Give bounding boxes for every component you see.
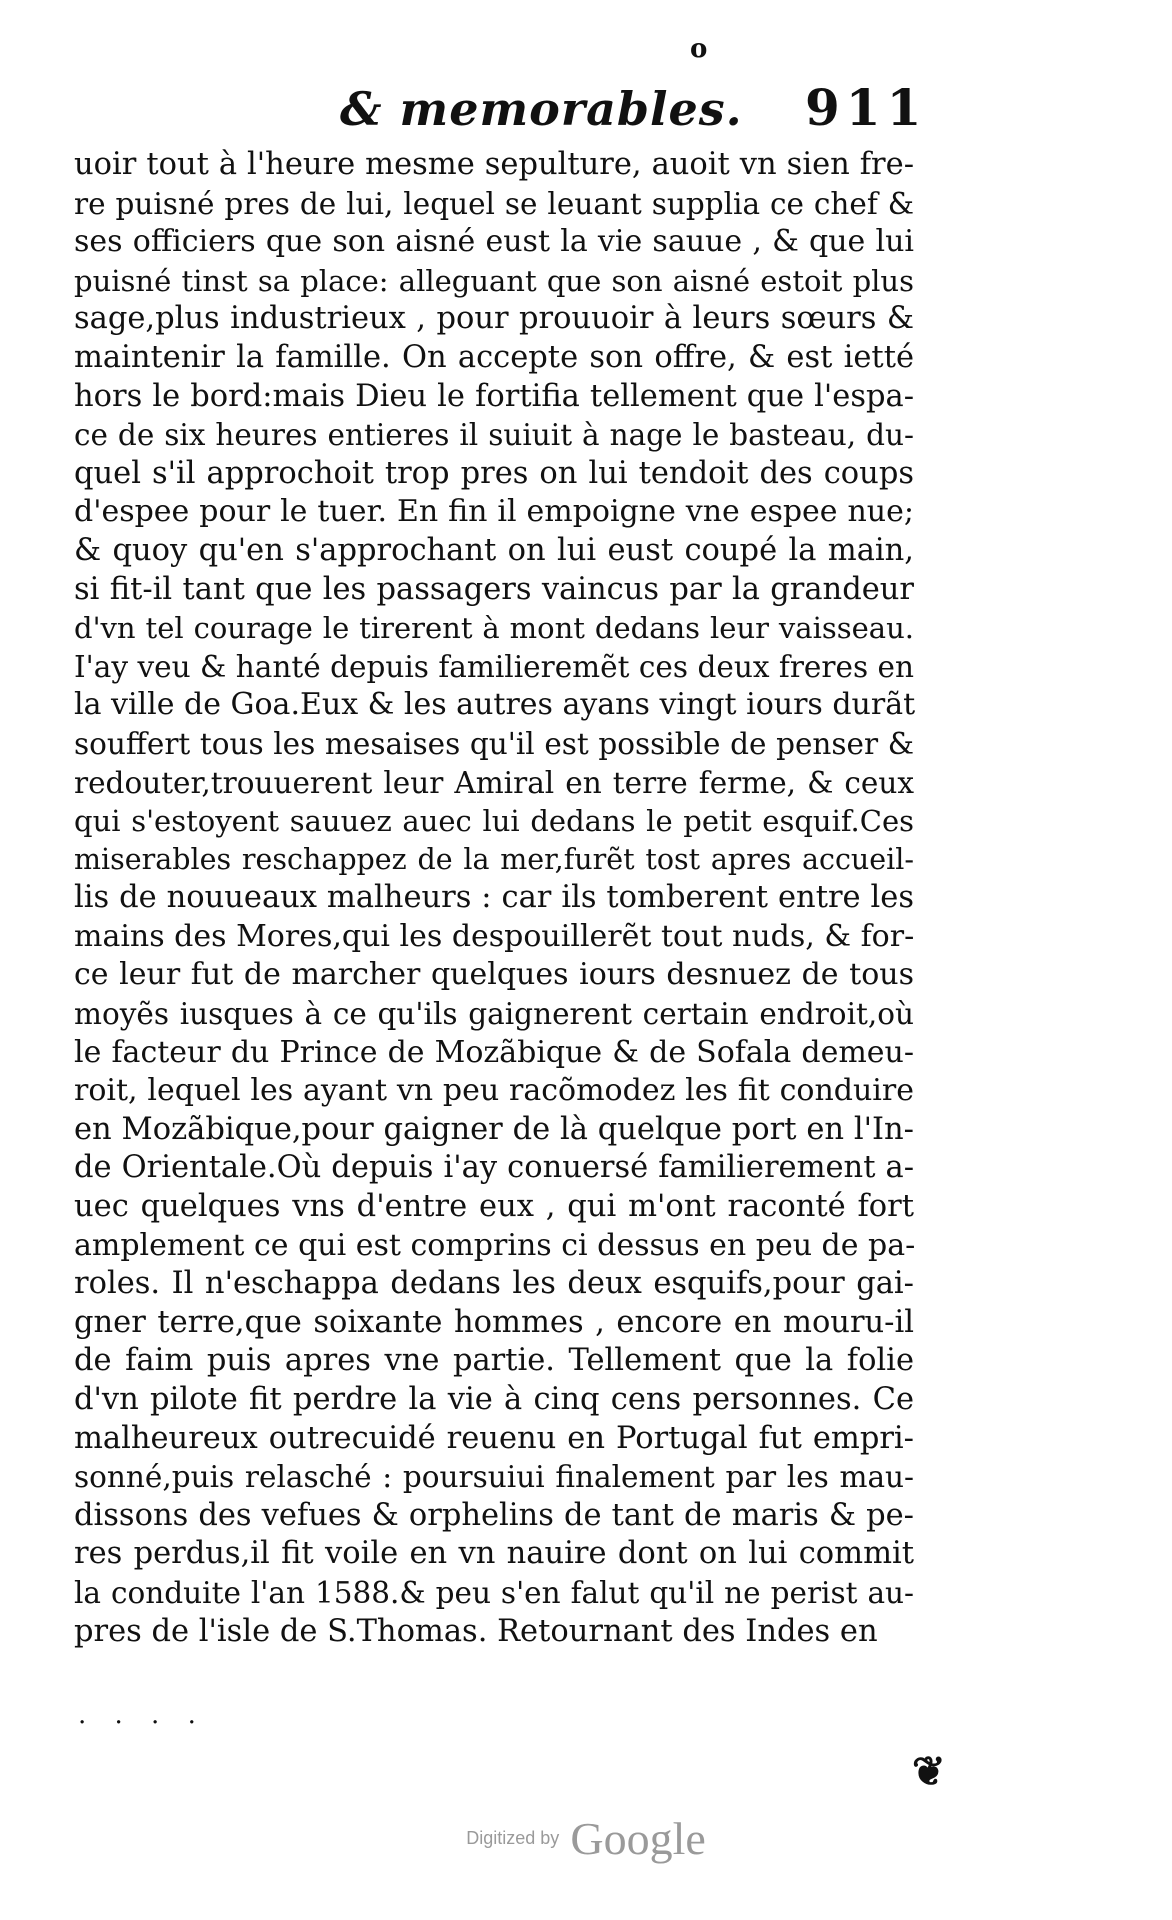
text-line: amplement ce qui est comprins ci dessus en peu de pa-: [74, 1227, 916, 1263]
text-line: puisné tinst sa place: alleguant que son aisné estoit plus: [74, 263, 914, 298]
text-line: maintenir la famille. On accepte son offre, & est ietté: [74, 339, 914, 375]
text-line: souffert tous les mesaises qu'il est possible de penser &: [74, 726, 914, 761]
text-line: roles. Il n'eschappa dedans les deux esquifs,pour gai-: [74, 1266, 914, 1302]
text-line: res perdus,il fit voile en vn nauire dont on lui commit: [74, 1536, 914, 1572]
text-line: qui s'estoyent sauuez auec lui dedans le petit esquif.Ces: [74, 804, 914, 839]
text-line: & quoy qu'en s'approchant on lui eust coupé la main,: [74, 532, 914, 568]
google-logo: Google: [570, 1813, 706, 1864]
text-line: sage,plus industrieux , pour prouuoir à leurs sœurs &: [74, 301, 914, 337]
text-line: roit, lequel les ayant vn peu racõmodez les fit conduire: [74, 1073, 914, 1109]
text-line: la conduite l'an 1588.& peu s'en falut qu'il ne perist au-: [74, 1575, 914, 1610]
text-line: pres de l'isle de S.Thomas. Retournant des Indes en: [74, 1613, 878, 1649]
text-line: ce leur fut de marcher quelques iours desnuez de tous: [74, 957, 914, 993]
ornament-icon: ❦: [912, 1748, 946, 1795]
text-line: gner terre,que soixante hommes , encore en mouru-il: [74, 1304, 914, 1340]
text-line: d'vn pilote fit perdre la vie à cinq cens personnes. Ce: [74, 1382, 914, 1417]
text-line: sonné,puis relasché : poursuiui finalement par les mau-: [74, 1460, 914, 1495]
text-line: ses officiers que son aisné eust la vie sauue , & que lui: [74, 224, 914, 260]
digitized-prefix: Digitized by: [466, 1828, 560, 1848]
text-line: miserables reschappez de la mer,furẽt tost apres accueil-: [74, 842, 914, 876]
text-line: la ville de Goa.Eux & les autres ayans vingt iours durãt: [74, 687, 916, 723]
text-line: uec quelques vns d'entre eux , qui m'ont raconté fort: [74, 1189, 914, 1225]
text-line: de faim puis apres vne partie. Tellement que la folie: [74, 1343, 914, 1379]
text-line: dissons des vefues & orphelins de tant de maris & pe-: [74, 1497, 914, 1533]
text-line: de Orientale.Où depuis i'ay conuersé familierement a-: [74, 1150, 914, 1186]
text-line: moyẽs iusques à ce qu'ils gaignerent certain endroit,où: [74, 997, 914, 1032]
text-line: en Mozãbique,pour gaigner de là quelque port en l'In-: [74, 1111, 914, 1147]
text-line: lis de nouueaux malheurs : car ils tomberent entre les: [74, 880, 914, 916]
text-line: le facteur du Prince de Mozãbique & de Sofala demeu-: [74, 1034, 914, 1070]
text-line: re puisné pres de lui, lequel se leuant supplia ce chef &: [74, 186, 914, 221]
body-text: [74, 146, 914, 1651]
text-line: d'vn tel courage le tirerent à mont dedans leur vaisseau.: [74, 611, 914, 646]
text-line: mains des Mores,qui les despouillerẽt tout nuds, & for-: [74, 918, 915, 954]
catch-dots: . . . .: [78, 1700, 206, 1730]
text-line: redouter,trouuerent leur Amiral en terre ferme, & ceux: [74, 765, 914, 800]
digitized-watermark: [0, 1812, 1172, 1865]
text-line: malheureux outrecuidé reuenu en Portugal fut empri-: [74, 1420, 914, 1456]
running-head: & memorables.: [340, 82, 743, 136]
page-number: 911: [805, 78, 928, 137]
text-line: I'ay veu & hanté depuis familieremẽt ces deux freres en: [74, 649, 914, 684]
text-line: si fit-il tant que les passagers vaincus par la grandeur: [74, 571, 914, 607]
text-line: d'espee pour le tuer. En fin il empoigne vne espee nue;: [74, 494, 914, 530]
text-line: ce de six heures entieres il suiuit à nage le basteau, du-: [74, 418, 914, 453]
top-mark: o: [690, 34, 708, 64]
text-line: uoir tout à l'heure mesme sepulture, auoit vn sien fre-: [74, 147, 914, 182]
text-line: hors le bord:mais Dieu le fortifia tellement que l'espa-: [74, 378, 914, 414]
text-line: quel s'il approchoit trop pres on lui tendoit des coups: [74, 455, 914, 491]
